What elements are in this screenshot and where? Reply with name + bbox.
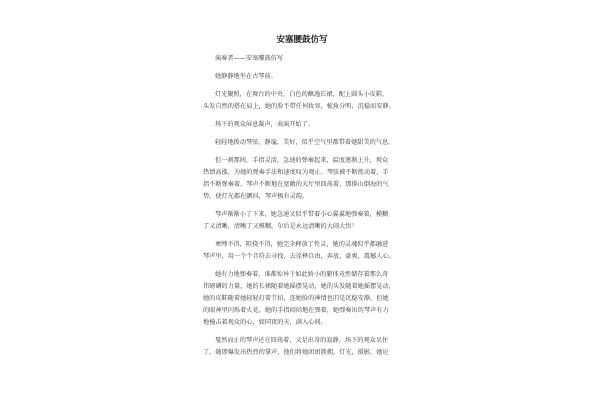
paragraph-line: 势，使灯光都在颤抖，琴声极有灵韵。 bbox=[203, 193, 309, 200]
paragraph-line: 演奏者——安塞腰鼓仿写 bbox=[215, 55, 284, 62]
paragraph-line: 地撞击着观众的心，如同夜的天，满入心间。 bbox=[203, 319, 327, 326]
paragraph-line: 戛然而止的琴声还在回荡着，又是出奇的寂静，场下的观众呆住 bbox=[215, 337, 389, 344]
paragraph-line: 场下的观众屏息凝声，表演开始了。 bbox=[215, 121, 314, 128]
paragraph bbox=[203, 209, 401, 233]
paragraph-line: 了，随即爆发出热烈的掌声，他们将她团团簇拥，灯光，摄影，她应 bbox=[203, 349, 389, 356]
paragraph-line: 但一刹那间，手指灵活，急速的弹奏起来，温度逐渐上升，观众 bbox=[215, 157, 389, 164]
paragraph bbox=[203, 71, 401, 83]
paragraph bbox=[203, 53, 401, 65]
document-title: 安塞腰鼓仿写 bbox=[276, 35, 328, 45]
paragraph-line: 热情高涨。为她的弹奏手法和速度叹为观止。琴弦被不断拨动着，手 bbox=[203, 169, 389, 176]
paragraph-line: 灯光聚照，在舞台的中央，白色的飘逸长裙，配上圆头小皮鞋， bbox=[215, 91, 389, 98]
paragraph bbox=[203, 89, 401, 113]
paragraph-line: 的眼神里闪烁着火花。她的手指闷闷地在弹着，她弹奏出的琴声有力 bbox=[203, 307, 389, 314]
paragraph bbox=[203, 269, 401, 329]
article-body bbox=[203, 34, 401, 365]
paragraph-line: 她有力地弹奏着，谁都惊异于如此娇小的躯体竟然储存着那么奇 bbox=[215, 271, 389, 278]
paragraph-line: 她静静地坐在古琴前。 bbox=[215, 73, 277, 80]
paragraph bbox=[203, 239, 401, 263]
paragraph-line: 指不断弹奏着，琴声不断地在宽敞的大厅里回荡着，那排山倒海的气 bbox=[203, 181, 389, 188]
paragraph-line: 琴声里，用一个个音符去寻找，去诠释自由，奔放，豪爽，震撼人心。 bbox=[203, 253, 395, 260]
paragraph-line: 头发自然的搭在肩上，她的脸不带任何妆容，梳角分明，沉稳而安静。 bbox=[203, 103, 395, 110]
paragraph bbox=[203, 335, 401, 359]
paragraph bbox=[203, 155, 401, 203]
paragraph-line: 柬缚不得，阻挠不得，她完全释放了性灵，她的灵魂似乎都融进 bbox=[215, 241, 389, 248]
paragraph-line: 了又清晰，清晰了又模糊，尔后是永远清晰的大闹大悟！ bbox=[203, 223, 358, 230]
paragraph-line: 轻轻地拨动琴弦，静谧，美好，似乎空气里都带着她甜美的气息。 bbox=[215, 139, 395, 146]
paragraph-line: 她的皮鞋随着她轻轻打着节拍，连她脸的神情也旧是沉稳安静，但她 bbox=[203, 295, 389, 302]
paragraph bbox=[203, 137, 401, 149]
paragraph-line: 伟磅礴的力量，她的长裙随着她摇摆晃动，她的头发随着她摇摆晃动， bbox=[203, 283, 395, 290]
paragraph bbox=[203, 119, 401, 131]
paragraph-line: 琴声渐渐小了下来，她急速又似乎带着小心翼翼地弹奏着，模糊 bbox=[215, 211, 389, 218]
